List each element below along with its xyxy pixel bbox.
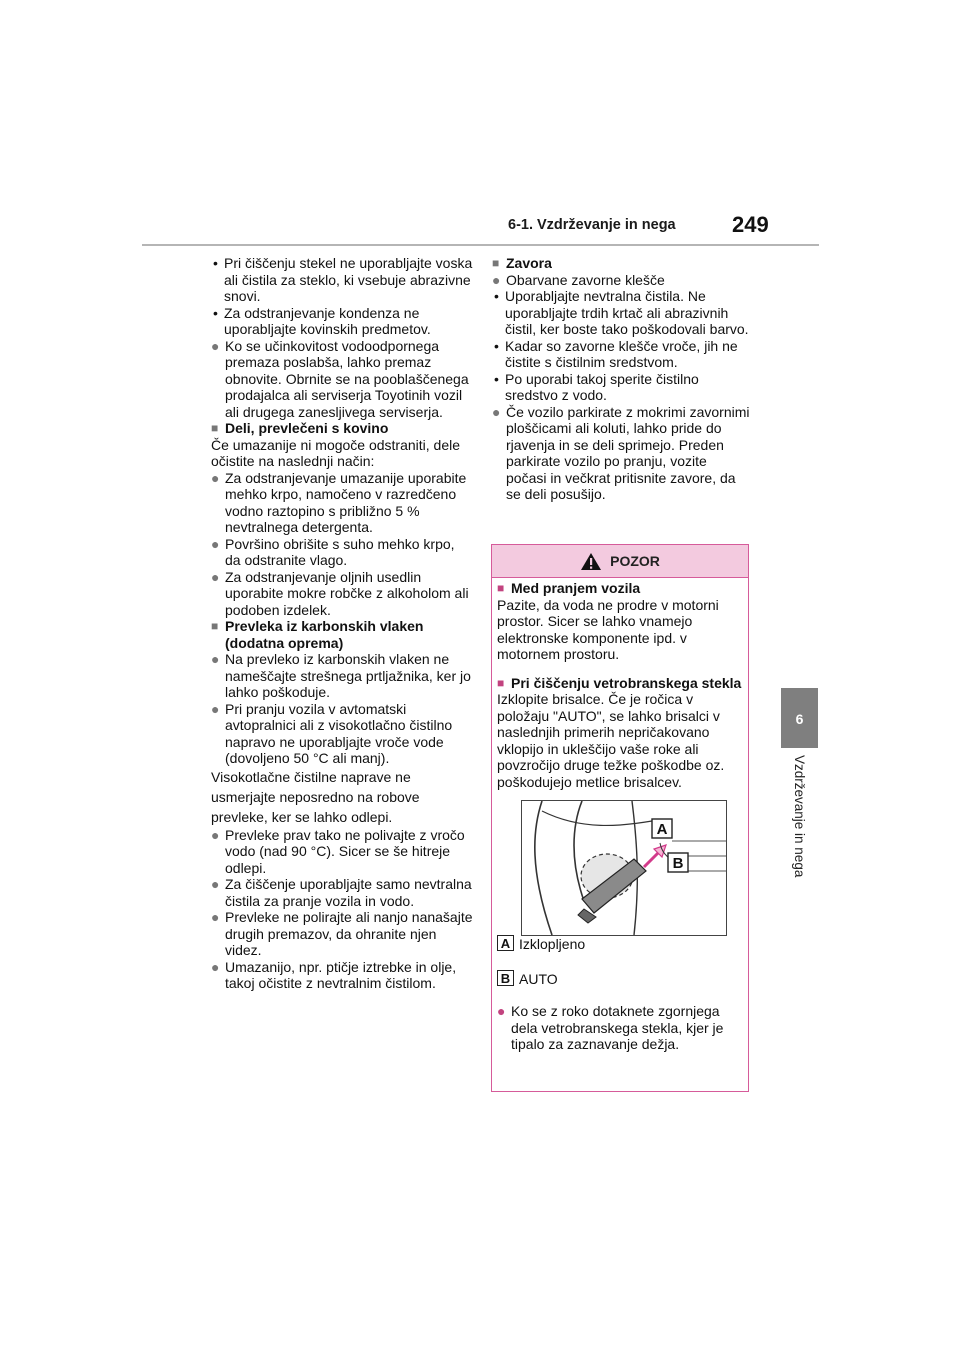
chapter-label-text: Vzdrževanje in nega <box>792 755 807 878</box>
legend-key: B <box>497 970 514 986</box>
circle-bullet-icon: ● <box>497 1003 506 1019</box>
bullet-item: • Po uporabi takoj sperite čistilno sredstvo z vodo. <box>492 371 750 404</box>
chapter-number: 6 <box>795 711 804 727</box>
square-bullet-icon: ■ <box>492 256 500 270</box>
circle-bullet-icon: ● <box>211 700 220 717</box>
callout-a: A <box>656 821 668 838</box>
list-item: ● Obarvane zavorne klešče <box>492 271 665 288</box>
list-item: ● Ko se učinkovitost vodoodpornega premaza poslabša, lahko premaz obnovite. Obrnite se na pooblaščenega prodajalca ali serviserja Toyotinih vozil ali drugega zanesljivega serviserja. <box>211 337 469 420</box>
list-item: ● Za odstranjevanje umazanije uporabite mehko krpo, namočeno v razredčeno vodno raztopino s približno 5 % nevtralnega detergenta. <box>211 469 467 535</box>
caution-body <box>492 578 748 1053</box>
list-item: ● Pri pranju vozila v avtomatski avtopralnici ali z visokotlačno čistilno napravo ne uporabljajte vroče vode (dovoljeno 50 °C ali manj). <box>211 700 453 766</box>
header-rule <box>142 244 819 246</box>
list-item: ● Ko se z roko dotaknete zgornjega dela vetrobranskega stekla, kjer je tipalo za zaznavanje dežja. <box>497 1003 724 1052</box>
circle-bullet-icon: ● <box>211 876 220 892</box>
list-item: ● Za čiščenje uporabljajte samo nevtralna čistila za pranje vozila in vodo. <box>211 876 472 909</box>
square-bullet-icon: ■ <box>211 421 219 435</box>
subheading: ■ Prevleka iz karbonskih vlaken (dodatna oprema) <box>211 618 424 651</box>
circle-bullet-icon: ● <box>211 958 220 975</box>
wiper-lever-illustration <box>521 800 727 936</box>
legend-key: A <box>497 935 514 951</box>
subheading: ■ Deli, prevlečeni s kovino <box>211 420 389 436</box>
paragraph: Visokotlačne čistilne naprave ne usmerjajte neposredno na robove prevleke, ker se lahko odlepi. <box>211 768 420 825</box>
list-item: ● Prevleke ne polirajte ali nanjo nanašajte drugih premazov, da ohranite njen videz. <box>211 909 473 958</box>
legend-item: B AUTO <box>497 971 742 988</box>
square-bullet-icon: ■ <box>497 581 505 595</box>
list-item: ● Na prevleko iz karbonskih vlaken ne nameščajte strešnega prtljažnika, ker jo lahko poškoduje. <box>211 651 471 700</box>
square-bullet-icon: ■ <box>497 675 505 690</box>
list-item: ● Umazanijo, npr. ptičje iztrebke in olje, takoj očistite z nevtralnim čistilom. <box>211 958 457 991</box>
chapter-label <box>781 755 818 915</box>
steering-wheel-lever-drawing <box>522 801 726 935</box>
page-number: 249 <box>732 212 769 237</box>
list-item: ● Če vozilo parkirate z mokrimi zavornimi ploščicami ali koluti, lahko pride do rjavenja in se deli sprimejo. Preden parkirate vozilo po pranju, vozite počasi in večkrat pritisnite zavore, da se deli posušijo. <box>492 403 750 502</box>
circle-bullet-icon: ● <box>211 826 220 843</box>
caution-box <box>491 544 749 1092</box>
subheading: ■ Med pranjem vozila <box>497 580 641 596</box>
circle-bullet-icon: ● <box>211 568 220 585</box>
list-item: ● Za odstranjevanje oljnih usedlin uporabite mokre robčke z alkoholom ali podoben izdelek. <box>211 568 469 618</box>
paragraph: Če umazanije ni mogoče odstraniti, dele očistite na naslednji način: <box>211 436 461 469</box>
bullet-item: • Uporabljajte nevtralna čistila. Ne uporabljajte trdih krtač ali abrazivnih čistil, ker boste tako poškodovali barvo. <box>492 288 750 338</box>
paragraph: Izklopite brisalce. Če je ročica v položaju "AUTO", se lahko brisalci v naslednjih primerih nepričakovano vklopijo in ukleščijo vaše roke ali povzročijo druge težke poškodbe oz. poškodujejo metlice brisalcev. <box>497 691 725 790</box>
circle-bullet-icon: ● <box>492 271 501 288</box>
warning-triangle-icon <box>580 552 602 571</box>
list-item: ● Prevleke prav tako ne polivajte z vročo vodo (nad 90 °C). Sicer se še hitreje odlepi. <box>211 826 465 876</box>
caution-title: POZOR <box>610 553 660 569</box>
section-title: 6-1. Vzdrževanje in nega <box>508 217 676 233</box>
left-column <box>211 255 473 992</box>
circle-bullet-icon: ● <box>211 469 220 486</box>
circle-bullet-icon: ● <box>211 909 220 925</box>
list-item: ● Površino obrišite s suho mehko krpo, da odstranite vlago. <box>211 535 455 568</box>
bullet-item: • Pri čiščenju stekel ne uporabljajte voska ali čistila za steklo, ki vsebuje abrazivne snovi. <box>211 255 473 305</box>
right-column <box>492 255 750 503</box>
circle-bullet-icon: ● <box>211 337 220 354</box>
subheading: ■ Zavora <box>492 255 552 271</box>
caution-header <box>492 545 748 578</box>
callout-b: B <box>672 855 684 872</box>
circle-bullet-icon: ● <box>211 535 220 552</box>
paragraph: Pazite, da voda ne prodre v motorni prostor. Sicer se lahko vnamejo elektronske komponente ipd. v motornem prostoru. <box>497 596 719 662</box>
legend-item: A Izklopljeno <box>497 936 742 953</box>
square-bullet-icon: ■ <box>211 619 219 633</box>
bullet-item: • Za odstranjevanje kondenza ne uporabljajte kovinskih predmetov. <box>211 305 473 338</box>
bullet-item: • Kadar so zavorne klešče vroče, jih ne čistite s čistilnim sredstvom. <box>492 338 750 371</box>
subheading: ■ Pri čiščenju vetrobranskega stekla <box>497 674 742 691</box>
circle-bullet-icon: ● <box>492 403 501 420</box>
circle-bullet-icon: ● <box>211 651 220 667</box>
